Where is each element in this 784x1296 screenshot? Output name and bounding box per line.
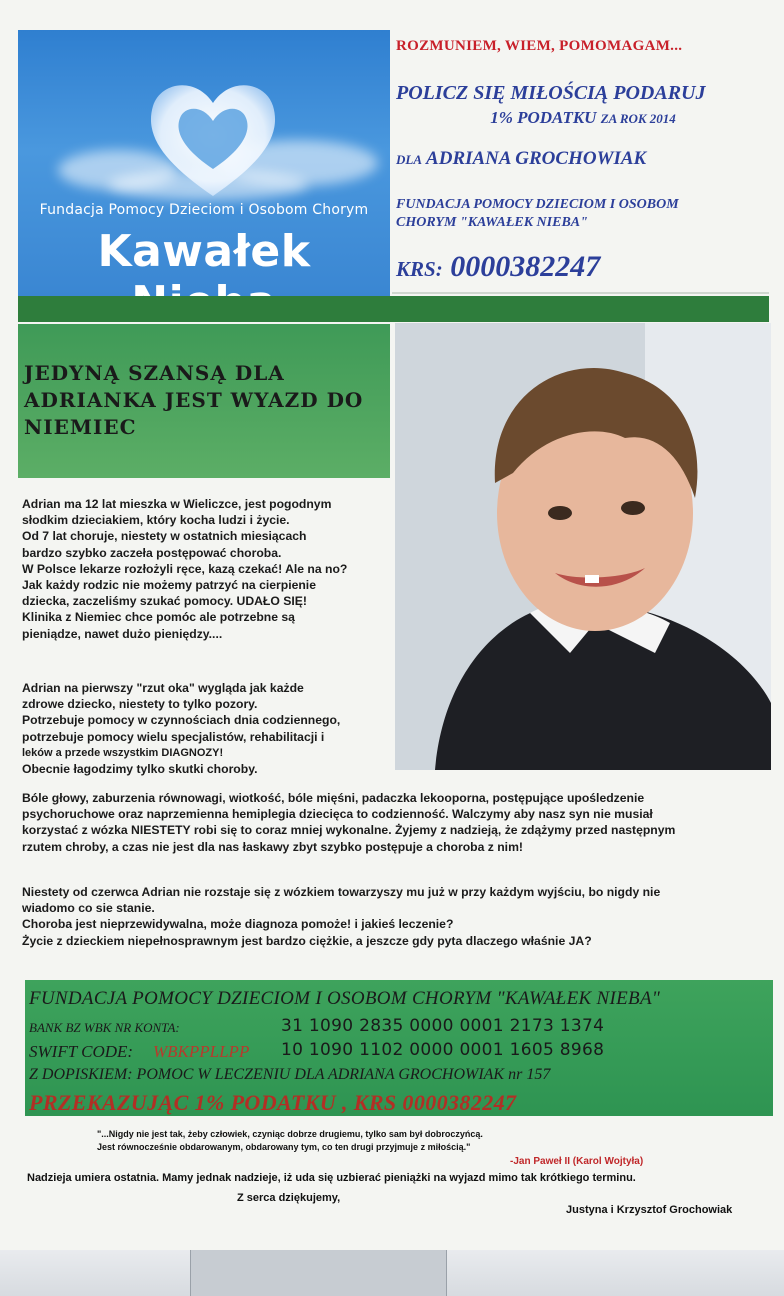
story-line: Niestety od czerwca Adrian nie rozstaje się z wózkiem towarzyszy mu już w przy każdym wyjściu, bo nigdy nie xyxy=(22,885,661,899)
bank-account-number: 31 1090 2835 0000 0001 2173 1374 xyxy=(281,1016,605,1036)
krs-label: KRS: xyxy=(396,257,443,281)
swift-account-number: 10 1090 1102 0000 0001 1605 8968 xyxy=(281,1040,605,1060)
slogan: ROZMUNIEM, WIEM, POMOMAGAM... xyxy=(396,38,683,54)
tax-percent-line xyxy=(396,108,770,128)
story-paragraph-1 xyxy=(22,496,347,642)
story-line: korzystać z wózka NIESTETY robi się to coraz mniej wykonalne. Żyjemy z nadzieją, że zdążymy przed następnym xyxy=(22,823,676,838)
logo-title: Kawałek xyxy=(97,226,311,277)
story-paragraph-3 xyxy=(22,790,675,855)
story-line: Choroba jest nieprzewidywalna, może diagnoza pomoże! i jakieś leczenie? xyxy=(22,917,454,932)
story-line: Bóle głowy, zaburzenia równowagi, wiotkość, bóle mięśni, padaczka lekooporna, postępujące upośledzenie xyxy=(22,791,645,805)
scan-clip xyxy=(190,1250,447,1296)
story-line: słodkim dzieciakiem, który kocha ludzi i życie. xyxy=(22,513,290,528)
story-line: psychoruchowe oraz naprzemienna hemiplegia dziecięca to codzienność. Walczymy aby nasz syn nie musiał xyxy=(22,807,653,822)
swift-label: SWIFT CODE: xyxy=(29,1042,134,1061)
story-line: Życie z dzieckiem niepełnosprawnym jest bardzo ciężkie, a jeszcze gdy pyta dlaczego właśnie JA? xyxy=(22,933,592,948)
bank-account-label: BANK BZ WBK NR KONTA: xyxy=(29,1020,180,1035)
bank-foundation-title: FUNDACJA POMOCY DZIECIOM I OSOBOM CHORYM "KAWAŁEK NIEBA" xyxy=(29,988,661,1009)
story-line: Jak każdy rodzic nie możemy patrzyć na cierpienie xyxy=(22,578,316,593)
quote-line: Jest równocześnie obdarowanym, obdarowany tym, co ten drugi przyjmuje z miłością." xyxy=(97,1142,471,1152)
child-photo xyxy=(395,323,771,770)
story-line: wiadomo co sie stanie. xyxy=(22,901,155,916)
story-line: Obecnie łagodzimy tylko skutki choroby. xyxy=(22,762,258,777)
recipient-name: ADRIANA GROCHOWIAK xyxy=(426,148,647,169)
story-paragraph-2 xyxy=(22,680,340,777)
headline xyxy=(24,360,384,441)
tax-transfer-callout: PRZEKAZUJĄC 1% PODATKU , KRS 0000382247 xyxy=(29,1090,517,1115)
story-line: Potrzebuje pomocy w czynnościach dnia codziennego, xyxy=(22,713,341,728)
headline-line1: JEDYNĄ SZANSĄ DLA xyxy=(24,361,285,385)
tax-year: ZA ROK 2014 xyxy=(600,111,676,126)
story-line: Od 7 lat choruje, niestety w ostatnich miesiącach xyxy=(22,529,307,544)
recipient-prefix: DLA xyxy=(396,152,422,167)
headline-box xyxy=(18,324,390,478)
header-divider xyxy=(392,292,769,294)
green-banner xyxy=(18,296,769,322)
story-paragraph-4 xyxy=(22,884,660,949)
tax-percent: 1% PODATKU xyxy=(490,108,597,127)
story-line: potrzebuje pomocy wielu specjalistów, rehabilitacji i xyxy=(22,729,325,744)
story-line: Adrian ma 12 lat mieszka w Wieliczce, jest pogodnym xyxy=(22,497,332,511)
foundation-logo xyxy=(18,30,390,298)
foundation-name-line1: FUNDACJA POMOCY DZIECIOM I OSOBOM xyxy=(396,197,679,212)
cloud-heart-icon xyxy=(138,64,288,214)
signature: Justyna i Krzysztof Grochowiak xyxy=(566,1204,733,1216)
story-line: Adrian na pierwszy "rzut oka" wygląda jak każde xyxy=(22,681,304,695)
closing-thanks: Z serca dziękujemy, xyxy=(237,1192,341,1204)
transfer-note: Z DOPISKIEM: POMOC W LECZENIU DLA ADRIANA GROCHOWIAK nr 157 xyxy=(29,1066,551,1083)
story-line: bardzo szybko zaczeła postępować choroba. xyxy=(22,545,282,560)
story-line: Klinika z Niemiec chce pomóc ale potrzebne są xyxy=(22,610,295,625)
krs-number: 0000382247 xyxy=(450,250,601,283)
story-line: pieniądze, nawet dużo pieniędzy.... xyxy=(22,626,223,641)
story-line: zdrowe dziecko, niestety to tylko pozory. xyxy=(22,697,258,712)
story-line: leków a przede wszystkim DIAGNOZY! xyxy=(22,746,224,759)
logo-subtitle: Fundacja Pomocy Dzieciom i Osobom Chorym xyxy=(39,202,369,218)
story-line: dziecka, zaczeliśmy szukać pomocy. UDAŁO SIĘ! xyxy=(22,594,307,609)
headline-line3: NIEMIEC xyxy=(24,415,137,439)
quote xyxy=(97,1128,483,1154)
foundation-name-line2: CHORYM "KAWAŁEK NIEBA" xyxy=(396,215,588,230)
swift-code: WBKPPLLPP xyxy=(153,1042,250,1061)
donate-heading: POLICZ SIĘ MIŁOŚCIĄ PODARUJ xyxy=(396,82,706,104)
quote-author: -Jan Paweł II (Karol Wojtyła) xyxy=(510,1156,644,1167)
krs-line xyxy=(396,250,600,284)
closing-hope: Nadzieja umiera ostatnia. Mamy jednak nadzieje, iż uda się uzbierać pieniążki na wyjazd mimo tak krótkiego terminu. xyxy=(27,1172,636,1184)
child-portrait-icon xyxy=(395,323,771,770)
foundation-name xyxy=(396,196,766,232)
quote-line: "...Nigdy nie jest tak, żeby człowiek, czyniąc dobrze drugiemu, tylko sam był dobroczyńcą. xyxy=(97,1129,483,1139)
headline-line2: ADRIANKA JEST WYAZD DO xyxy=(24,388,364,412)
bank-details-box xyxy=(25,980,773,1116)
story-line: rzutem chroby, a czas nie jest dla nas łaskawy zbyt szybko postępuje a choroba z nim! xyxy=(22,839,523,854)
recipient-line xyxy=(396,148,646,170)
story-line: W Polsce lekarze rozłożyli ręce, kazą czekać! Ale na no? xyxy=(22,561,348,576)
